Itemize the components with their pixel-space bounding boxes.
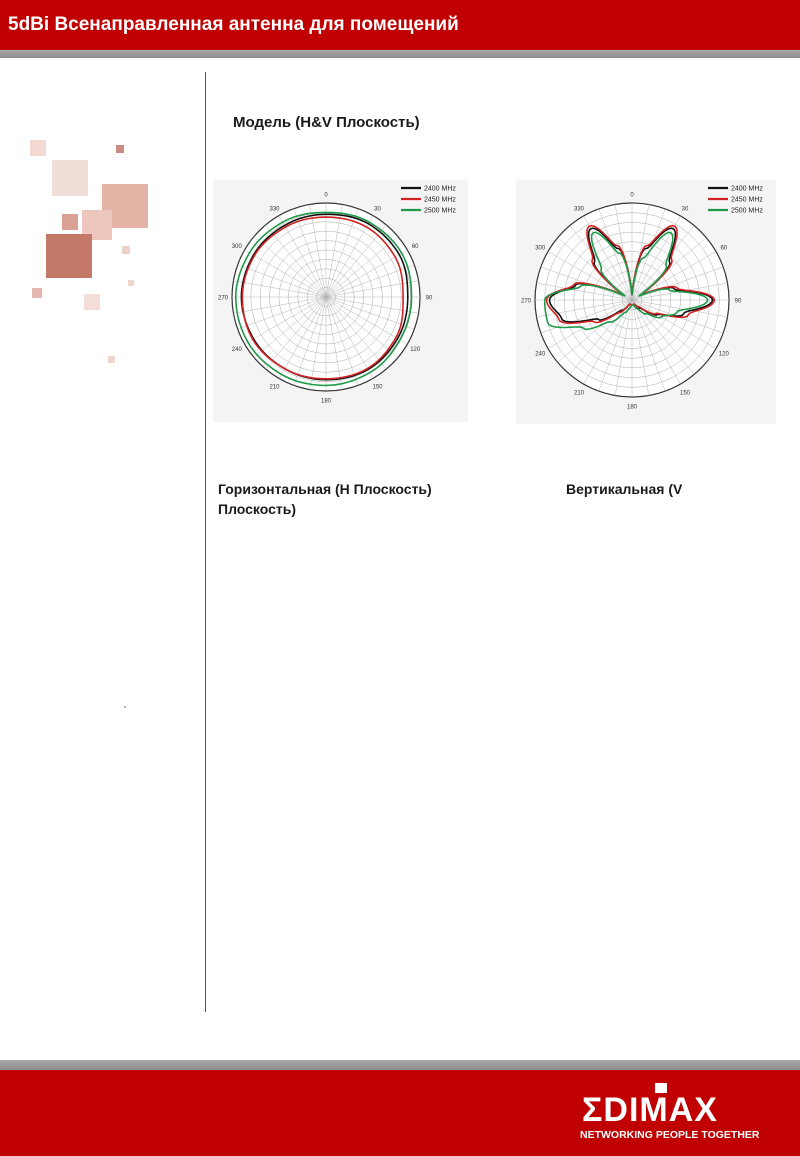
- caption-horizontal-text: Горизонтальная (H Плоскость): [218, 481, 432, 497]
- footer-stripe: [0, 1060, 800, 1070]
- angle-tick-label: 210: [269, 384, 280, 391]
- legend-label: 2400 MHz: [731, 185, 763, 193]
- deco-square: [108, 356, 115, 363]
- angle-tick-label: 300: [535, 245, 546, 252]
- caption-vertical-text: Вертикальная (V: [566, 481, 683, 497]
- angle-tick-label: 30: [681, 206, 689, 213]
- polar-chart-horizontal: [213, 180, 468, 422]
- deco-square: [62, 214, 78, 230]
- angle-tick-label: 120: [410, 347, 421, 353]
- angle-tick-label: 0: [324, 192, 328, 199]
- angle-tick-label: 0: [630, 192, 634, 199]
- header-stripe: [0, 50, 800, 58]
- angle-tick-label: 60: [411, 244, 419, 250]
- angle-tick-label: 240: [231, 347, 242, 353]
- deco-square: [46, 234, 92, 278]
- logo-wordmark: ΣDIMAX: [582, 1091, 718, 1129]
- angle-tick-label: 270: [520, 298, 532, 305]
- angle-tick-label: 330: [573, 206, 585, 213]
- angle-tick-label: 90: [734, 298, 742, 305]
- deco-square: [52, 160, 88, 196]
- legend-label: 2450 MHz: [424, 196, 456, 204]
- legend-label: 2400 MHz: [424, 185, 456, 193]
- page-title: 5dBi Всенаправленная антенна для помещений: [8, 14, 459, 35]
- angle-tick-label: 240: [535, 351, 546, 358]
- angle-tick-label: 330: [269, 206, 280, 213]
- deco-square: [122, 246, 130, 254]
- decorative-squares: [0, 130, 200, 370]
- deco-square: [116, 145, 124, 153]
- legend-label: 2450 MHz: [731, 196, 763, 204]
- deco-square: [128, 280, 134, 286]
- caption-horizontal: [218, 481, 432, 497]
- angle-tick-label: 120: [718, 351, 729, 358]
- angle-tick-label: 180: [626, 404, 638, 411]
- angle-tick-label: 90: [425, 295, 433, 302]
- polar-chart-vertical: [516, 180, 776, 424]
- deco-square: [30, 140, 46, 156]
- legend-label: 2500 MHz: [424, 207, 456, 215]
- logo-tagline: NETWORKING PEOPLE TOGETHER: [580, 1129, 760, 1141]
- legend-label: 2500 MHz: [731, 207, 763, 215]
- angle-tick-label: 30: [374, 206, 381, 213]
- header-bar: [0, 0, 800, 50]
- caption-wrap: [218, 501, 296, 517]
- angle-tick-label: 150: [679, 390, 691, 397]
- edimax-logo: [578, 1083, 778, 1143]
- angle-tick-label: 150: [372, 384, 383, 391]
- caption-wrap-text: Плоскость): [218, 501, 297, 517]
- deco-square: [32, 288, 42, 298]
- caption-vertical: [566, 481, 682, 497]
- stray-dot: [124, 706, 126, 708]
- angle-tick-label: 300: [231, 244, 242, 250]
- vertical-divider: [205, 72, 206, 1012]
- deco-square: [84, 294, 100, 310]
- angle-tick-label: 210: [573, 390, 585, 397]
- angle-tick-label: 180: [320, 398, 332, 405]
- model-title: Модель (H&V Плоскость): [233, 114, 420, 131]
- angle-tick-label: 60: [720, 245, 728, 252]
- angle-tick-label: 270: [217, 295, 229, 302]
